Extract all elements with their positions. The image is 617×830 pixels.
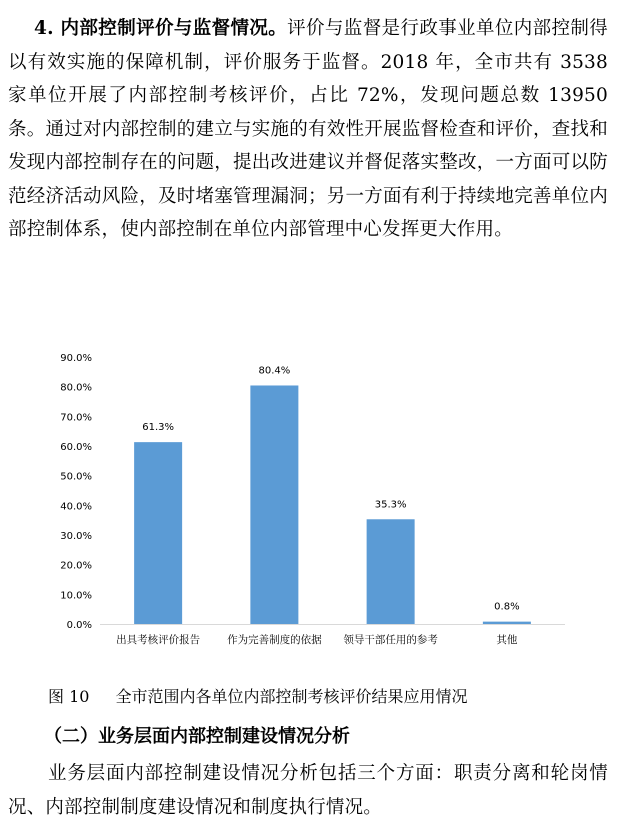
y-tick-label: 30.0% bbox=[60, 531, 92, 542]
y-tick-label: 50.0% bbox=[60, 471, 92, 483]
data-label: 0.8% bbox=[494, 601, 520, 613]
paragraph-heading: 4. 内部控制评价与监督情况。 bbox=[34, 18, 288, 39]
paragraph-business-level: 业务层面内部控制建设情况分析包括三个方面：职责分离和轮岗情况、内部控制制度建设情况和制度执行情况。 bbox=[8, 763, 608, 818]
y-tick-label: 60.0% bbox=[60, 442, 92, 453]
x-tick-label: 出具考核评价报告 bbox=[116, 634, 201, 646]
y-tick-label: 40.0% bbox=[60, 501, 92, 513]
x-tick-label: 其他 bbox=[496, 634, 518, 646]
bar bbox=[367, 519, 415, 624]
bar-chart bbox=[55, 345, 575, 650]
bar bbox=[250, 385, 298, 624]
figure-caption-text: 全市范围内各单位内部控制考核评价结果应用情况 bbox=[115, 687, 468, 706]
x-tick-label: 领导干部任用的参考 bbox=[343, 634, 438, 646]
y-tick-label: 90.0% bbox=[60, 353, 92, 364]
y-tick-label: 10.0% bbox=[60, 590, 92, 602]
section-title: （二）业务层面内部控制建设情况分析 bbox=[44, 726, 350, 747]
x-tick-label: 作为完善制度的依据 bbox=[227, 634, 322, 646]
y-tick-label: 70.0% bbox=[60, 412, 92, 424]
bar bbox=[134, 442, 182, 624]
data-label: 35.3% bbox=[374, 499, 407, 511]
paragraph-evaluation-supervision bbox=[8, 12, 608, 247]
figure-number: 图 10 bbox=[48, 687, 90, 706]
bar-chart-svg bbox=[55, 345, 575, 650]
y-tick-label: 0.0% bbox=[66, 620, 92, 631]
y-tick-label: 80.0% bbox=[60, 382, 92, 394]
bar bbox=[483, 622, 531, 624]
figure-caption bbox=[48, 684, 467, 707]
data-label: 80.4% bbox=[258, 365, 291, 377]
data-label: 61.3% bbox=[142, 422, 175, 434]
paragraph-body: 评价与监督是行政事业单位内部控制得以有效实施的保障机制，评价服务于监督。2018 年，全市共有 3538 家单位开展了内部控制考核评价，占比 72%，发现问题总数 13950 条。通过对内部控制的建立与实施的有效性开展监督检查和评价，查找和发现内部控制存在的问题，提出改进建议并督促落实整改，一方面可以防范经济活动风险，及时堵塞管理漏洞；另一方面有利于持续地完善单位内部控制体系，使内部控制在单位内部管理中心发挥更大作用。 bbox=[8, 18, 608, 240]
y-tick-label: 20.0% bbox=[60, 560, 92, 572]
